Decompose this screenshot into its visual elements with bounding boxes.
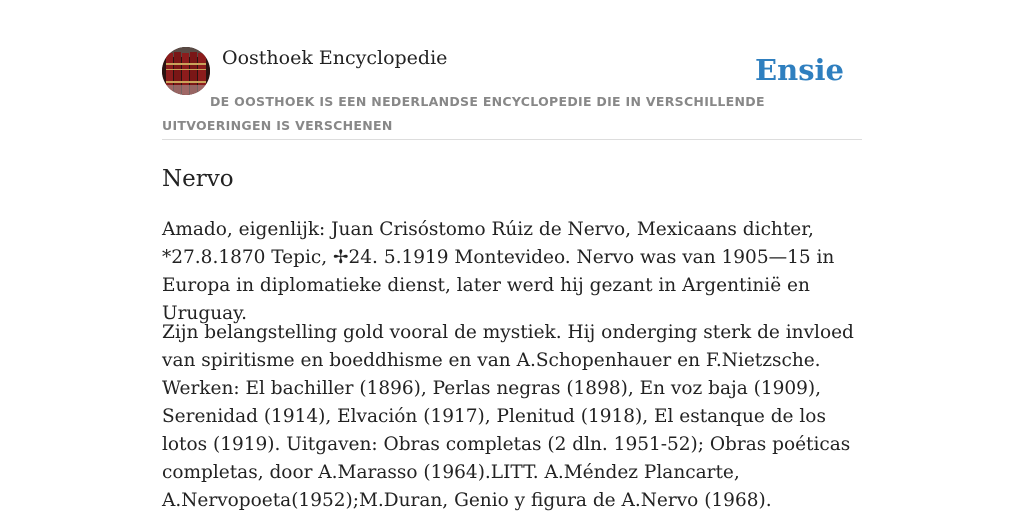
- article-title: Nervo: [162, 166, 234, 192]
- book-spines-icon: [162, 47, 210, 95]
- brand-logo[interactable]: Ensie: [755, 53, 844, 87]
- site-header: [162, 44, 862, 140]
- site-title[interactable]: Oosthoek Encyclopedie: [222, 47, 448, 69]
- article-paragraph: Amado, eigenlijk: Juan Crisóstomo Rúiz de Nervo, Mexicaans dichter, *27.8.1870 Tepic, ✢24. 5.1919 Montevideo. Nervo was van 1905—15 in Europa in diplomatieke dienst, later werd hij gezant in Argentinië en Uruguay.: [162, 219, 835, 324]
- avatar[interactable]: [162, 47, 210, 95]
- article-paragraph: Zijn belangstelling gold vooral de mystiek. Hij onderging sterk de invloed van spiritisme en boeddhisme en van A.Schopenhauer en F.Nietzsche. Werken: El bachiller (1896), Perlas negras (1898), En voz baja (1909), Serenidad (1914), Elvación (1917), Plenitud (1918), El estanque de los lotos (1919). Uitgaven: Obras completas (2 dln. 1951-52); Obras poéticas completas, door A.Marasso (1964).LITT. A.Méndez Plancarte, A.Nervopoeta(1952);M.Duran, Genio y figura de A.Nervo (1968).: [162, 322, 854, 511]
- site-tagline: DE OOSTHOEK IS EEN NEDERLANDSE ENCYCLOPEDIE DIE IN VERSCHILLENDE UITVOERINGEN IS VERSCHENEN: [162, 94, 765, 133]
